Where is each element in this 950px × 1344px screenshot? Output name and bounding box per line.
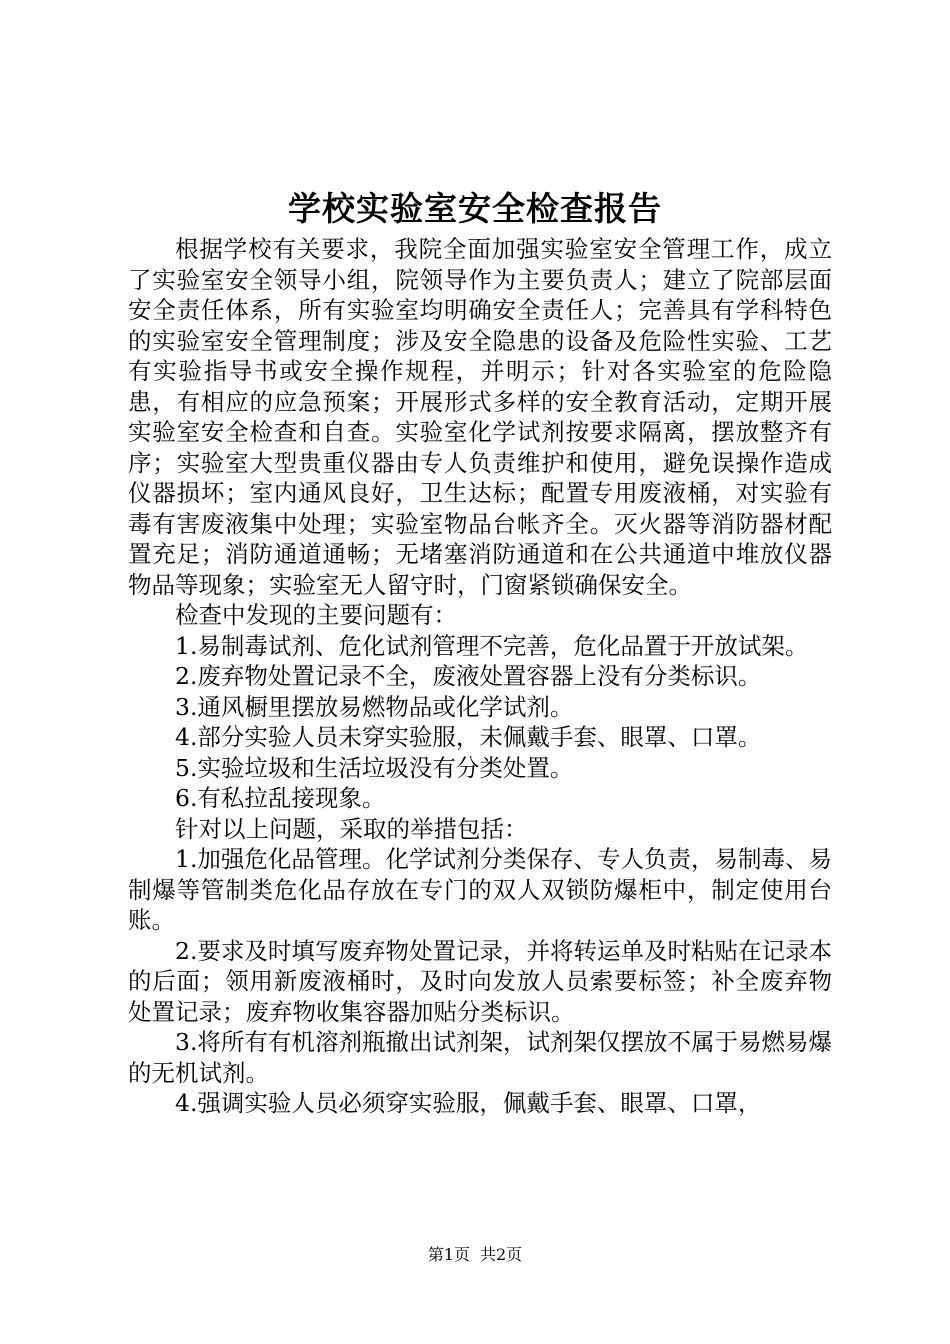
page-footer [0,1243,950,1267]
document-body [128,234,832,1119]
paragraph-problems-heading: 检查中发现的主要问题有： [175,601,457,629]
paragraph-measures-heading: 针对以上问题，采取的举措包括： [175,814,528,843]
problem-item-6: 6.有私拉乱接现象。 [175,784,386,812]
measure-item-1: 1.加强危化品管理。化学试剂分类保存、专人负责，易制毒、易制爆等管制类危化品存放在专门的双人双锁防爆柜中，制定使用台账。 [128,845,832,934]
page-number-current: 第1页 [427,1245,470,1264]
measure-item-4: 4.强调实验人员必须穿实验服，佩戴手套、眼罩、口罩， [175,1089,762,1117]
measure-item-3: 3.将所有有机溶剂瓶撤出试剂架，试剂架仅摆放不属于易燃易爆的无机试剂。 [128,1028,832,1087]
problem-item-2: 2.废弃物处置记录不全，废液处置容器上没有分类标识。 [175,662,762,690]
problem-item-5: 5.实验垃圾和生活垃圾没有分类处置。 [175,753,574,782]
problem-item-4: 4.部分实验人员未穿实验服，未佩戴手套、眼罩、口罩。 [175,723,762,751]
document-title: 学校实验室安全检查报告 [288,189,662,228]
problem-item-3: 3.通风橱里摆放易燃物品或化学试剂。 [175,692,574,721]
page-number-total: 共2页 [480,1245,523,1264]
measure-item-2: 2.要求及时填写废弃物处置记录，并将转运单及时粘贴在记录本的后面；领用新废液桶时，及时向发放人员索要标签；补全废弃物处置记录；废弃物收集容器加贴分类标识。 [128,936,832,1026]
paragraph-intro: 根据学校有关要求，我院全面加强实验室安全管理工作，成立了实验室安全领导小组，院领导作为主要负责人；建立了院部层面安全责任体系，所有实验室均明确安全责任人；完善具有学科特色的实验室安全管理制度；涉及安全隐患的设备及危险性实验、工艺有实验指导书或安全操作规程，并明示；针对各实验室的危险隐患，有相应的应急预案；开展形式多样的安全教育活动，定期开展实验室安全检查和自查。实验室化学试剂按要求隔离，摆放整齐有序；实验室大型贵重仪器由专人负责维护和使用，避免误操作造成仪器损坏；室内通风良好，卫生达标；配置专用废液桶，对实验有毒有害废液集中处理；实验室物品台帐齐全。灭火器等消防器材配置充足；消防通道通畅；无堵塞消防通道和在公共通道中堆放仪器物品等现象；实验室无人留守时，门窗紧锁确保安全。 [128,235,832,599]
problem-item-1: 1.易制毒试剂、危化试剂管理不完善，危化品置于开放试架。 [175,631,809,660]
